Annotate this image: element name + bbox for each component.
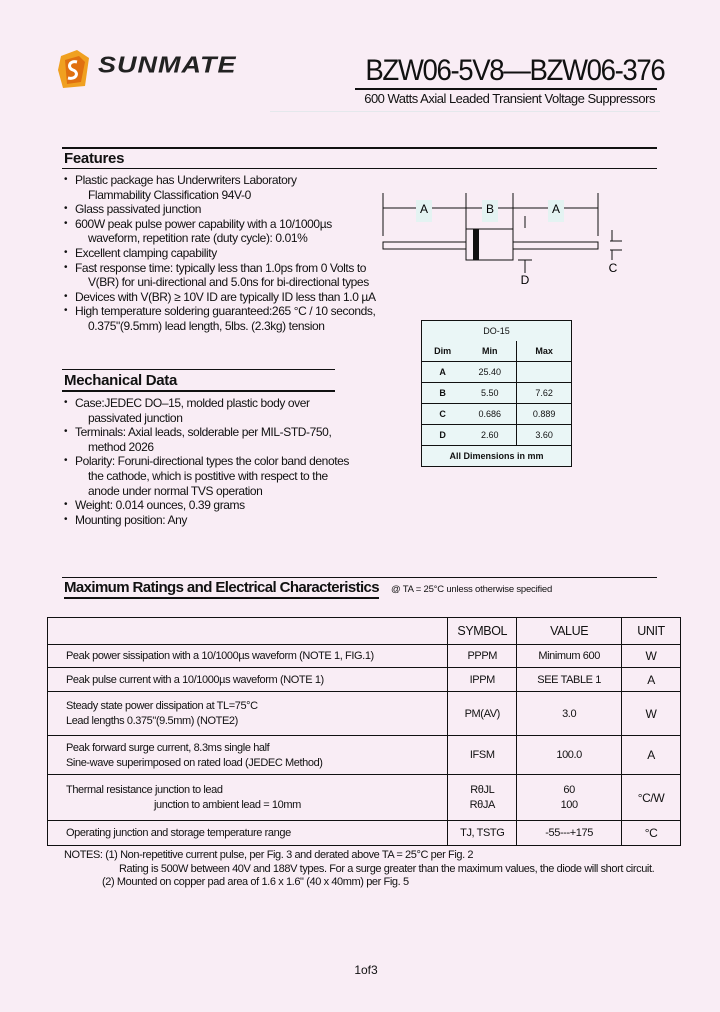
ratings-heading-row: [64, 579, 552, 599]
value-cell-line: SEE TABLE 1: [537, 673, 601, 686]
page-title: BZW06-5V8—BZW06-376: [365, 54, 665, 87]
max-cell: 0.889: [517, 404, 572, 425]
parameter-cell-line: Peak forward surge current, 8.3ms single half: [66, 741, 270, 754]
list-item-continuation: anode under normal TVS operation: [88, 483, 263, 498]
features-heading: Features: [64, 150, 125, 167]
list-item: • Fast response time: typically less than 1.0ps from 0 Volts to: [64, 261, 376, 276]
unit-cell: A: [622, 668, 681, 692]
parameter-cell: [48, 668, 448, 692]
table-row: [48, 668, 681, 692]
parameter-cell-line: Peak power sissipation with a 10/1000µs waveform (NOTE 1, FIG.1): [66, 650, 374, 662]
ratings-header-value: VALUE: [517, 618, 622, 645]
parameter-cell: [48, 736, 448, 775]
do15-package-diagram: [370, 180, 630, 290]
dim-table-footer: All Dimensions in mm: [422, 446, 572, 467]
logo-flame-icon: [55, 48, 95, 90]
ratings-section: [47, 617, 707, 890]
dim-cell: D: [422, 425, 464, 446]
parameter-cell-line: Lead lengths 0.375"(9.5mm) (NOTE2): [66, 715, 238, 727]
symbol-cell-line: IPPM: [469, 673, 495, 686]
parameter-cell: [48, 645, 448, 668]
dim-label-a: A: [551, 202, 561, 216]
symbol-cell-line: PPPM: [467, 650, 498, 662]
table-row: [48, 775, 681, 821]
dim-cell: C: [422, 404, 464, 425]
parameter-cell-line: Sine-wave superimposed on rated load (JEDEC Method): [66, 756, 323, 769]
mechanical-bottom-rule: [62, 390, 335, 392]
dim-row: [422, 404, 572, 425]
dim-header: Max: [517, 341, 572, 362]
list-item: • High temperature soldering guaranteed:265 °C / 10 seconds,: [64, 304, 376, 319]
min-cell: 25.40: [463, 362, 517, 383]
dim-cell: B: [422, 383, 464, 404]
parameter-cell-line: Peak pulse current with a 10/1000µs waveform (NOTE 1): [66, 673, 324, 686]
table-row: [48, 736, 681, 775]
dimensions-table: [421, 320, 572, 467]
symbol-cell: [448, 736, 517, 775]
page-subtitle: 600 Watts Axial Leaded Transient Voltage Suppressors: [364, 91, 655, 106]
min-cell: 5.50: [463, 383, 517, 404]
value-cell-line: Minimum 600: [538, 650, 600, 662]
parameter-cell: [48, 692, 448, 736]
ratings-heading: Maximum Ratings and Electrical Characteristics: [64, 579, 379, 599]
logo-text: SUNMATE: [98, 52, 237, 78]
list-item: • Case:JEDEC DO–15, molded plastic body over: [64, 396, 349, 411]
value-cell-line: -55---+175: [545, 827, 593, 839]
dim-cell: A: [422, 362, 464, 383]
symbol-cell: [448, 821, 517, 846]
unit-cell: °C: [622, 821, 681, 846]
features-list: [64, 173, 376, 334]
list-item: • Excellent clamping capability: [64, 246, 376, 261]
symbol-cell: [448, 645, 517, 668]
ratings-notes: [64, 849, 707, 890]
value-cell: [517, 775, 622, 821]
parameter-cell: [48, 821, 448, 846]
list-item-continuation: V(BR) for uni-directional and 5.0ns for bi-directional types: [88, 275, 369, 290]
max-cell: [517, 362, 572, 383]
dim-row: [422, 383, 572, 404]
parameter-cell-line: Operating junction and storage temperature range: [66, 827, 291, 839]
list-item-continuation: waveform, repetition rate (duty cycle): 0.01%: [88, 231, 308, 246]
value-cell-line: 100: [560, 799, 578, 811]
max-cell: 7.62: [517, 383, 572, 404]
value-cell-line: 60: [563, 784, 575, 796]
list-item: • Terminals: Axial leads, solderable per MIL-STD-750,: [64, 425, 349, 440]
dim-header: Dim: [434, 346, 452, 356]
max-cell: 3.60: [517, 425, 572, 446]
mechanical-top-rule: [62, 369, 335, 370]
symbol-cell-line: IFSM: [469, 749, 495, 761]
value-cell: [517, 668, 622, 692]
symbol-cell: [448, 668, 517, 692]
header-divider: [270, 111, 660, 112]
list-item-continuation: passivated junction: [88, 410, 183, 425]
value-cell: [517, 692, 622, 736]
note-2: (2) Mounted on copper pad area of 1.6 x 1.6" (40 x 40mm) per Fig. 5: [102, 876, 409, 888]
symbol-cell-line: TJ, TSTG: [460, 827, 505, 839]
min-cell: 2.60: [463, 425, 517, 446]
ratings-header-unit: UNIT: [622, 618, 681, 645]
symbol-cell: [448, 692, 517, 736]
table-row: [48, 821, 681, 846]
page-number: 1of3: [354, 963, 378, 977]
unit-cell: W: [622, 645, 681, 668]
symbol-cell-line: PM(AV): [464, 707, 500, 720]
unit-cell: W: [622, 692, 681, 736]
ratings-header-symbol: SYMBOL: [448, 618, 517, 645]
ratings-header: [48, 618, 448, 645]
mechanical-list: [64, 396, 349, 527]
parameter-cell-line: junction to ambient lead = 10mm: [154, 799, 301, 811]
list-item: • Devices with V(BR) ≥ 10V ID are typically ID less than 1.0 µA: [64, 290, 376, 305]
min-cell: 0.686: [463, 404, 517, 425]
title-underline: [355, 88, 657, 90]
dim-label-b: B: [485, 202, 495, 216]
ratings-table: [47, 617, 681, 846]
unit-cell: °C/W: [622, 775, 681, 821]
dim-label-c: C: [608, 261, 618, 275]
dim-table-title: DO-15: [483, 326, 510, 336]
parameter-cell-line: Thermal resistance junction to lead: [66, 784, 223, 796]
company-logo: [55, 48, 245, 90]
symbol-cell-line: RθJA: [469, 799, 495, 811]
list-item-continuation: Flammability Classification 94V-0: [88, 187, 251, 202]
value-cell: [517, 821, 622, 846]
note-1: NOTES: (1) Non-repetitive current pulse, per Fig. 3 and derated above TA = 25°C per Fig. 2: [64, 849, 474, 861]
dim-label-a: A: [419, 202, 429, 216]
symbol-cell-line: RθJL: [470, 784, 495, 796]
table-row: [48, 692, 681, 736]
mechanical-heading: Mechanical Data: [64, 372, 178, 389]
list-item: • Weight: 0.014 ounces, 0.39 grams: [64, 498, 349, 513]
value-cell: [517, 736, 622, 775]
dim-header: Min: [482, 346, 498, 356]
value-cell-line: 3.0: [562, 707, 577, 720]
list-item: • Mounting position: Any: [64, 513, 349, 528]
value-cell-line: 100.0: [556, 749, 582, 761]
list-item: • Glass passivated junction: [64, 202, 376, 217]
parameter-cell-line: Steady state power dissipation at TL=75°C: [66, 700, 258, 712]
ratings-condition: @ TA = 25°C unless otherwise specified: [391, 584, 553, 595]
features-top-rule: [62, 147, 657, 149]
list-item: • Polarity: Foruni-directional types the color band denotes: [64, 454, 349, 469]
list-item-continuation: 0.375"(9.5mm) lead length, 5lbs. (2.3kg) tension: [88, 318, 325, 333]
parameter-cell: [48, 775, 448, 821]
unit-cell: A: [622, 736, 681, 775]
dim-row: [422, 425, 572, 446]
dim-label-d: D: [520, 273, 530, 287]
features-bottom-rule: [62, 168, 657, 169]
cathode-band: [473, 229, 479, 260]
dim-row: [422, 362, 572, 383]
table-row: [48, 645, 681, 668]
list-item: • 600W peak pulse power capability with a 10/1000µs: [64, 217, 376, 232]
note-1-detail: Rating is 500W between 40V and 188V types. For a surge greater than the maximum values, the diode will short circuit.: [119, 862, 655, 875]
value-cell: [517, 645, 622, 668]
list-item-continuation: method 2026: [88, 439, 154, 454]
ratings-top-rule: [62, 577, 657, 578]
list-item-continuation: the cathode, which is postitive with respect to the: [88, 468, 328, 483]
list-item: • Plastic package has Underwriters Laboratory: [64, 173, 376, 188]
symbol-cell: [448, 775, 517, 821]
